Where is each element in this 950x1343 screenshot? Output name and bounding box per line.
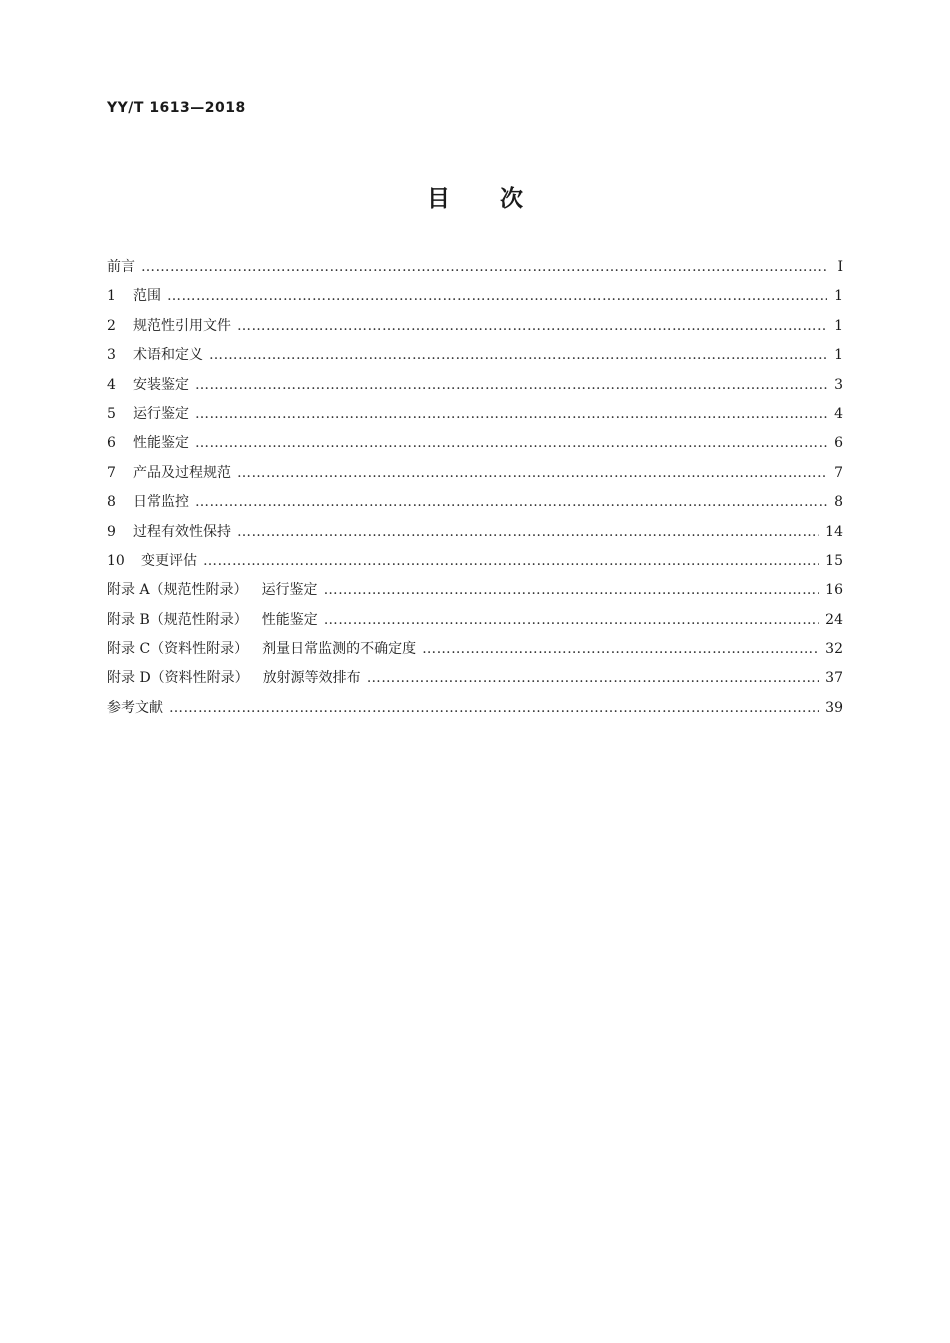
toc-entry-label: 附录 C（资料性附录）	[107, 641, 249, 658]
title-char-1: 目	[427, 186, 450, 212]
toc-entry[interactable]	[107, 256, 843, 285]
toc-leader-dots	[195, 435, 827, 451]
toc-entry[interactable]	[107, 403, 843, 432]
toc-leader-dots	[237, 318, 827, 334]
toc-entry-number: 10	[107, 552, 125, 569]
toc-entry-title	[107, 491, 189, 511]
toc-leader-dots	[195, 377, 827, 393]
toc-entry-number: 3	[107, 347, 116, 364]
toc-entry-page: 1	[834, 317, 843, 334]
toc-entry[interactable]	[107, 667, 843, 696]
toc-entry-label: 变更评估	[141, 552, 197, 569]
toc-leader-dots	[367, 670, 819, 686]
toc-entry-title	[107, 697, 163, 717]
toc-leader-dots	[141, 259, 827, 275]
toc-entry-title	[107, 550, 197, 570]
toc-leader-dots	[324, 582, 820, 598]
toc-entry-page: 37	[825, 670, 843, 687]
toc-entry-title	[107, 374, 189, 394]
toc-entry-page: 32	[825, 641, 843, 658]
toc-entry-page: 1	[834, 288, 843, 305]
toc-entry[interactable]	[107, 491, 843, 520]
toc-entry-label: 安装鉴定	[133, 376, 189, 393]
toc-entry-title	[107, 344, 203, 364]
toc-entry[interactable]	[107, 432, 843, 461]
toc-entry-number: 5	[107, 405, 116, 422]
toc-leader-dots	[169, 700, 819, 716]
toc-entry-page: Ⅰ	[837, 259, 843, 275]
toc-entry-page: 6	[834, 435, 843, 452]
toc-entry-number: 6	[107, 435, 116, 452]
standard-number: YY/T 1613—2018	[107, 100, 246, 116]
toc-entry[interactable]	[107, 374, 843, 403]
toc-leader-dots	[422, 641, 819, 657]
toc-entry-number: 4	[107, 376, 116, 393]
toc-entry-title	[107, 403, 189, 423]
toc-entry-subtitle: 放射源等效排布	[262, 670, 361, 687]
toc-entry[interactable]	[107, 462, 843, 491]
toc-leader-dots	[237, 465, 827, 481]
toc-entry-number: 2	[107, 317, 116, 334]
toc-entry[interactable]	[107, 579, 843, 608]
toc-entry-label: 性能鉴定	[133, 435, 189, 452]
toc-entry[interactable]	[107, 550, 843, 579]
toc-entry-page: 8	[834, 494, 843, 511]
toc-entry[interactable]	[107, 609, 843, 638]
toc-entry-label: 范围	[133, 288, 161, 305]
toc-entry-label: 日常监控	[133, 494, 189, 511]
toc-entry[interactable]	[107, 521, 843, 550]
toc-entry-label: 产品及过程规范	[133, 464, 231, 481]
toc-leader-dots	[167, 288, 827, 304]
title-char-2: 次	[500, 186, 523, 212]
toc-entry[interactable]	[107, 285, 843, 314]
toc-entry-label: 规范性引用文件	[133, 317, 231, 334]
toc-leader-dots	[324, 612, 819, 628]
toc-leader-dots	[237, 524, 819, 540]
toc-entry-label: 运行鉴定	[133, 405, 189, 422]
toc-entry-subtitle: 性能鉴定	[261, 611, 318, 628]
toc-entry-label: 附录 D（资料性附录）	[107, 670, 249, 687]
toc-entry[interactable]	[107, 315, 843, 344]
toc-entry[interactable]	[107, 344, 843, 373]
toc-entry-page: 15	[825, 552, 843, 569]
toc-entry-page: 3	[834, 376, 843, 393]
table-of-contents	[107, 256, 843, 726]
toc-entry-title	[107, 521, 231, 541]
toc-entry-page: 7	[834, 464, 843, 481]
toc-entry-title	[107, 256, 135, 276]
toc-entry-title	[107, 638, 416, 658]
toc-entry-title	[107, 432, 189, 452]
toc-entry-page: 16	[825, 582, 843, 599]
toc-entry-title	[107, 609, 318, 629]
toc-entry[interactable]	[107, 638, 843, 667]
toc-entry-title	[107, 285, 161, 305]
toc-entry-label: 术语和定义	[133, 347, 203, 364]
toc-leader-dots	[195, 406, 827, 422]
toc-entry-label: 过程有效性保持	[133, 523, 231, 540]
toc-entry-number: 9	[107, 523, 116, 540]
toc-entry[interactable]	[107, 697, 843, 726]
toc-entry-label: 前言	[107, 259, 135, 275]
toc-entry-label: 附录 B（规范性附录）	[107, 611, 248, 628]
toc-entry-label: 附录 A（规范性附录）	[107, 582, 248, 599]
toc-entry-title	[107, 462, 231, 482]
toc-entry-subtitle: 运行鉴定	[261, 582, 318, 599]
toc-entry-number: 7	[107, 464, 116, 481]
toc-entry-title	[107, 579, 318, 599]
toc-entry-number: 1	[107, 288, 116, 305]
page-title	[0, 180, 950, 213]
toc-leader-dots	[195, 494, 827, 510]
toc-entry-page: 4	[834, 405, 843, 422]
toc-entry-label: 参考文献	[107, 699, 163, 716]
toc-entry-page: 39	[825, 699, 843, 716]
toc-entry-title	[107, 667, 361, 687]
toc-leader-dots	[203, 553, 819, 569]
toc-entry-subtitle: 剂量日常监测的不确定度	[262, 641, 417, 658]
toc-entry-title	[107, 315, 231, 335]
toc-entry-number: 8	[107, 494, 116, 511]
toc-entry-page: 14	[825, 523, 843, 540]
toc-entry-page: 1	[834, 347, 843, 364]
toc-leader-dots	[209, 347, 827, 363]
toc-entry-page: 24	[825, 611, 843, 628]
